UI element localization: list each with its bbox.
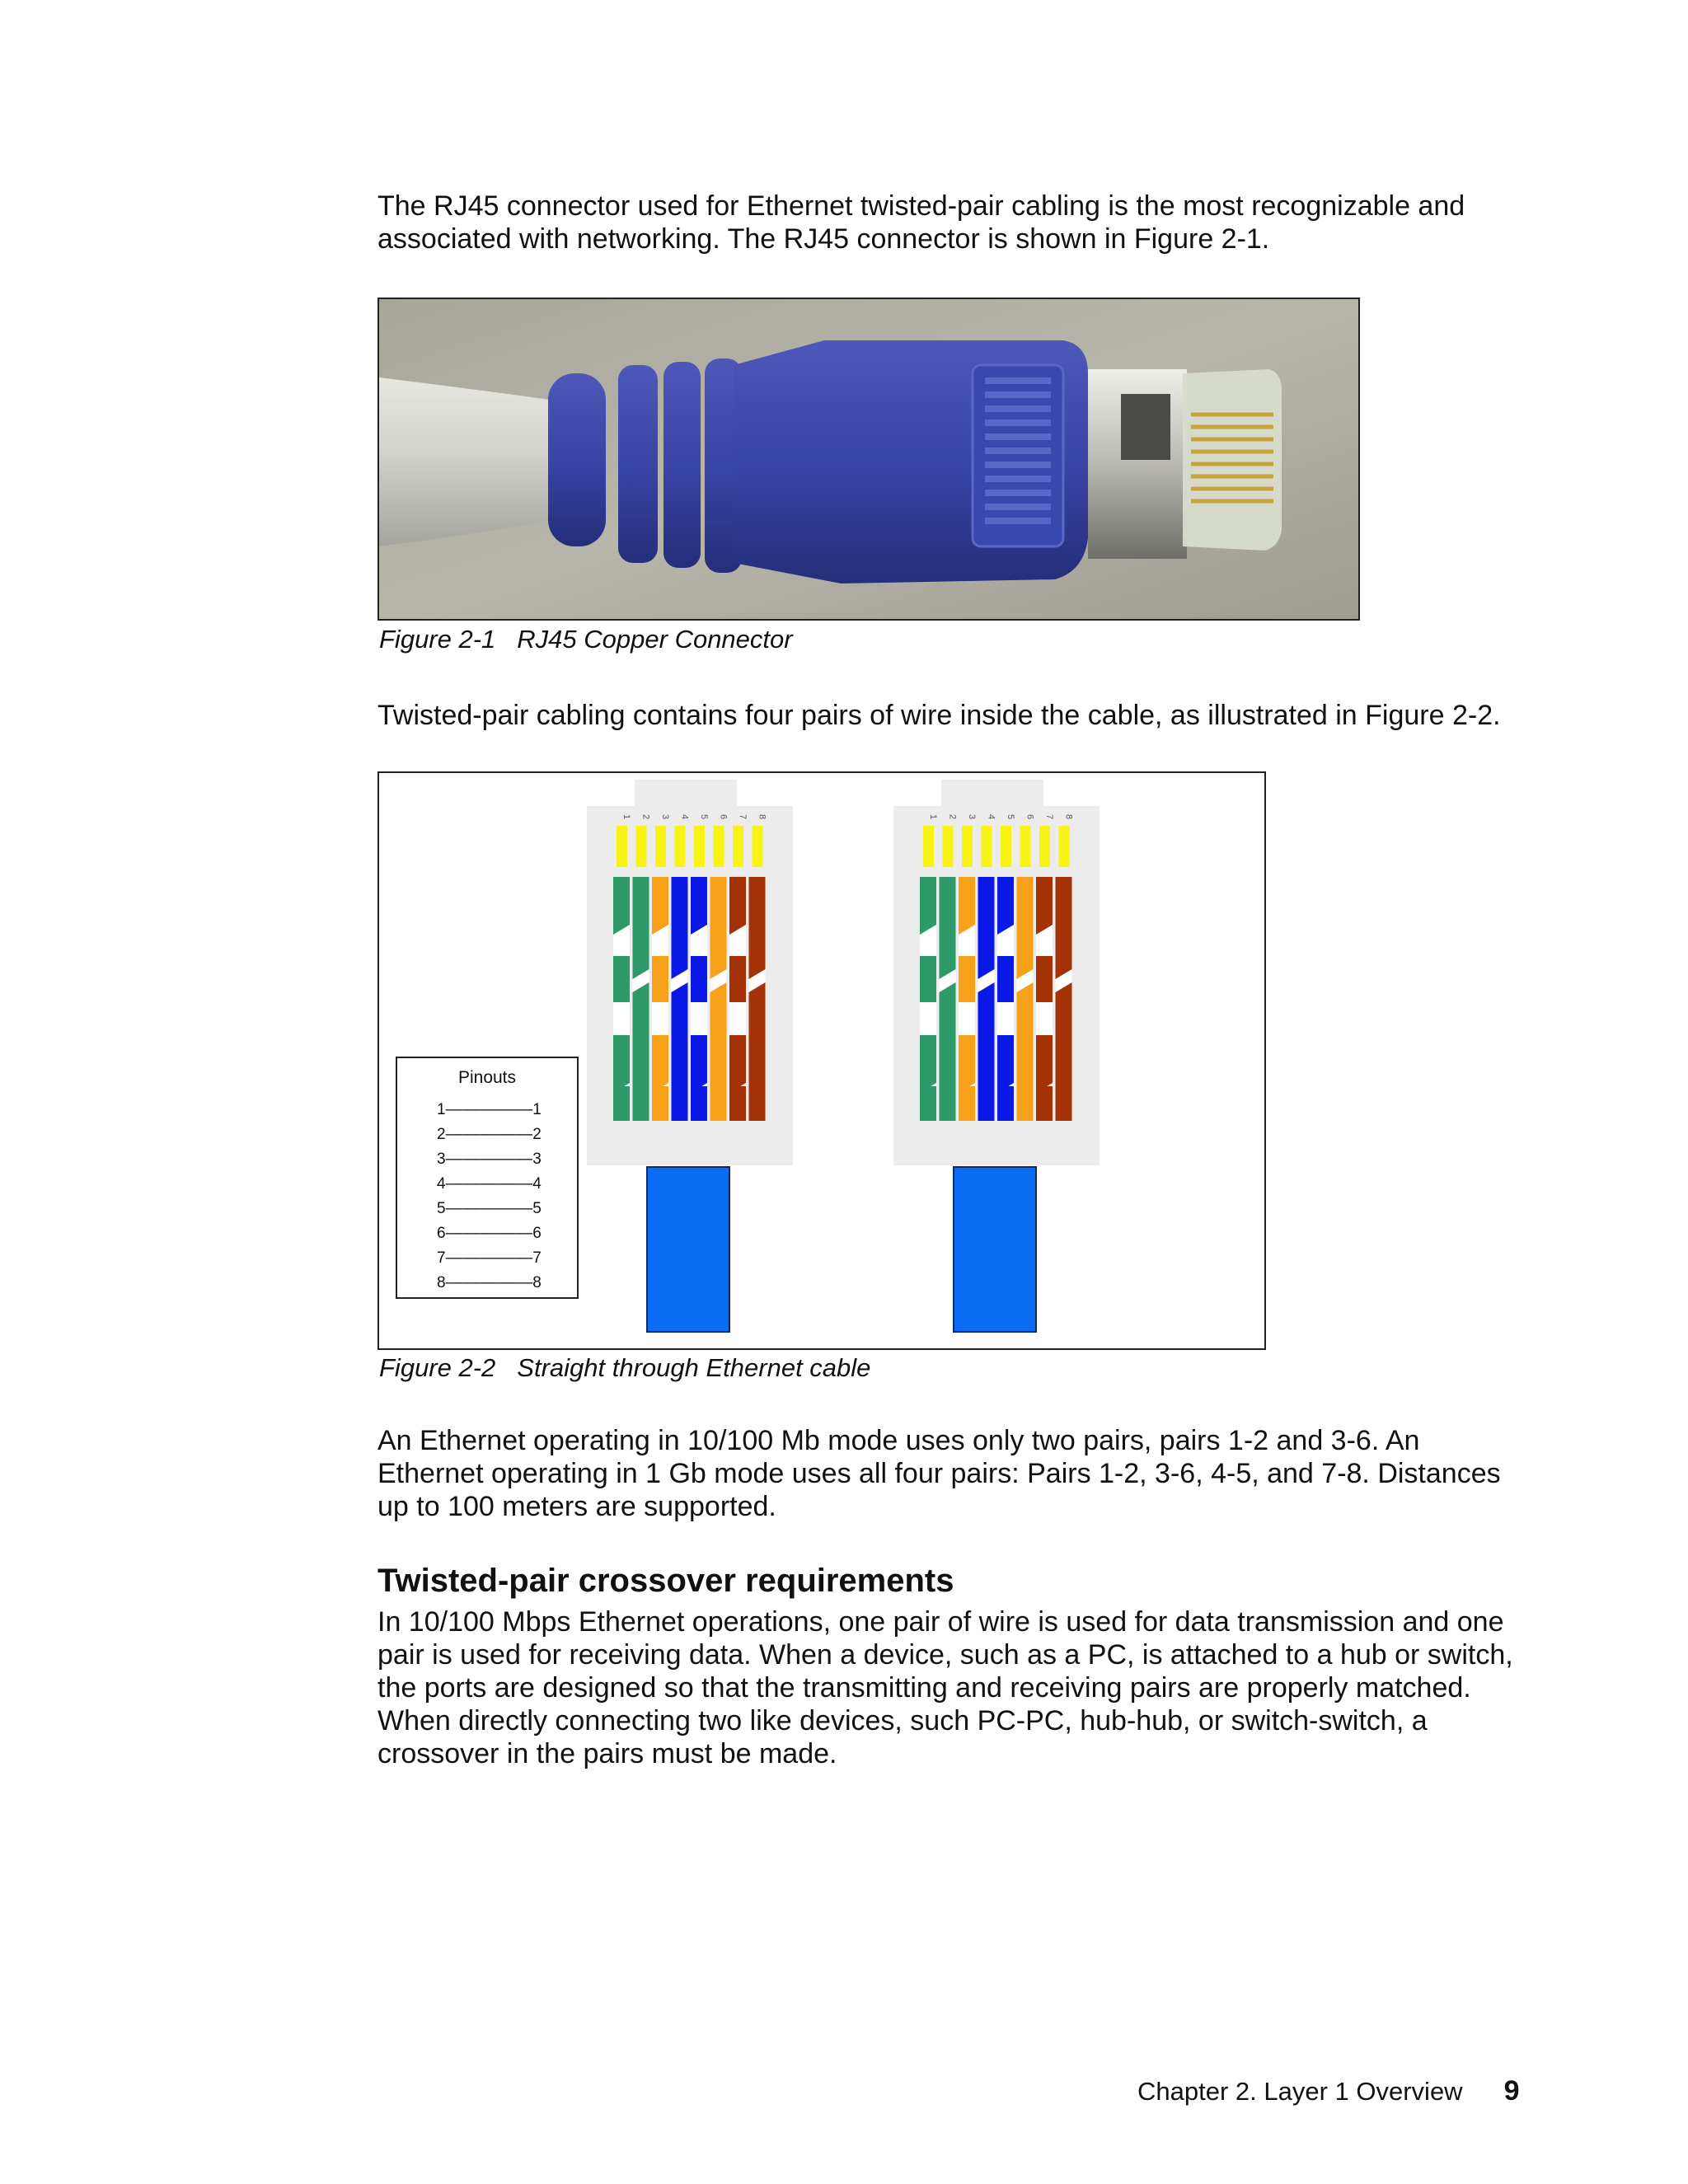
page-number: 9 — [1503, 2075, 1520, 2107]
pin-number: 4 — [679, 814, 690, 820]
wire-color-stripe — [920, 956, 936, 1002]
pinouts-title: Pinouts — [457, 1068, 517, 1087]
wire-solid — [978, 877, 995, 1121]
pinout-row: 1––––––––––1 — [437, 1101, 542, 1118]
cable-jacket — [647, 1167, 729, 1332]
wire-color-stripe — [729, 956, 746, 1002]
pin-contact — [714, 826, 724, 867]
pin-contact — [675, 826, 686, 867]
pinout-row: 2––––––––––2 — [437, 1126, 542, 1143]
page-footer — [1137, 2075, 1520, 2107]
wire-solid — [749, 877, 766, 1121]
pin-contact — [943, 826, 954, 867]
wire-color-stripe — [1036, 956, 1053, 1002]
pin-contact — [923, 826, 934, 867]
pin-contact — [1001, 826, 1011, 867]
pin-contact — [1039, 826, 1050, 867]
wire-solid — [1017, 877, 1034, 1121]
pin-contact — [962, 826, 973, 867]
wire-color-stripe — [1036, 1086, 1053, 1121]
wire-color-stripe — [691, 1086, 707, 1121]
rj45-connector-photo — [377, 298, 1360, 621]
pin-number: 5 — [699, 814, 709, 820]
wire-solid — [633, 877, 649, 1121]
pinout-row: 6––––––––––6 — [437, 1225, 542, 1242]
section-heading: Twisted-pair crossover requirements — [377, 1563, 954, 1599]
wire-color-stripe — [652, 956, 668, 1002]
wire-color-stripe — [691, 956, 707, 1002]
wire-solid — [940, 877, 956, 1121]
pinout-row: 3––––––––––3 — [437, 1151, 542, 1168]
figure-2-2-caption: Figure 2-2 Straight through Ethernet cable — [379, 1353, 871, 1382]
straight-through-cable-diagram — [377, 771, 1266, 1350]
wire-color-stripe — [920, 1086, 936, 1121]
wire-color-stripe — [959, 956, 975, 1002]
pin-contact — [1059, 826, 1070, 867]
pin-contact — [1020, 826, 1031, 867]
pin-number: 8 — [757, 814, 767, 820]
pinout-row: 5––––––––––5 — [437, 1200, 542, 1217]
pin-number: 5 — [1006, 814, 1015, 820]
wire-color-stripe — [613, 1086, 630, 1121]
figure-2-1-caption: Figure 2-1 RJ45 Copper Connector — [379, 625, 793, 654]
pinout-row: 7––––––––––7 — [437, 1249, 542, 1267]
wire-color-stripe — [613, 956, 630, 1002]
pin-contact — [733, 826, 743, 867]
pin-number: 1 — [621, 814, 631, 820]
pinout-row: 4––––––––––4 — [437, 1175, 542, 1193]
wire-color-stripe — [729, 1086, 746, 1121]
pin-number: 8 — [1063, 814, 1074, 820]
pin-number: 6 — [718, 814, 729, 820]
wire-color-stripe — [997, 956, 1014, 1002]
crossover-paragraph: In 10/100 Mbps Ethernet operations, one pair of wire is used for data transmission and one pair is used for receiving data. When a device, such as a PC, is attached to a hub or switch, the ports are designed so that the transmitting and receiving pairs are properly matched. When directly connecting two like devices, such PC-PC, hub-hub, or switch-switch, a crossover in the pairs must be made. — [377, 1606, 1513, 1769]
pin-contact — [655, 826, 666, 867]
pin-number: 2 — [947, 814, 958, 820]
wire-solid — [1056, 877, 1072, 1121]
wire-color-stripe — [652, 1086, 668, 1121]
wire-color-stripe — [997, 1086, 1014, 1121]
pin-number: 2 — [640, 814, 651, 820]
pin-number: 1 — [928, 814, 938, 820]
pin-number: 7 — [1044, 814, 1054, 820]
pairs-paragraph: Twisted-pair cabling contains four pairs of wire inside the cable, as illustrated in Figure 2-2. — [377, 700, 1501, 731]
wire-solid — [672, 877, 688, 1121]
wire-color-stripe — [959, 1086, 975, 1121]
cable-jacket — [954, 1167, 1036, 1332]
pin-number: 7 — [738, 814, 748, 820]
pin-contact — [753, 826, 763, 867]
wire-solid — [710, 877, 727, 1121]
pinout-row: 8––––––––––8 — [437, 1274, 542, 1291]
intro-paragraph: The RJ45 connector used for Ethernet twisted-pair cabling is the most recognizable and associated with networking. The RJ45 connector is shown in Figure 2-1. — [377, 190, 1465, 255]
pin-contact — [982, 826, 992, 867]
pin-number: 4 — [986, 814, 996, 820]
pin-number: 3 — [967, 814, 977, 820]
pin-contact — [694, 826, 705, 867]
pin-number: 6 — [1025, 814, 1035, 820]
pin-contact — [636, 826, 647, 867]
chapter-title: Chapter 2. Layer 1 Overview — [1137, 2077, 1463, 2106]
pinouts-box — [396, 1057, 579, 1299]
pin-contact — [617, 826, 627, 867]
modes-paragraph: An Ethernet operating in 10/100 Mb mode uses only two pairs, pairs 1-2 and 3-6. An Ethernet operating in 1 Gb mode uses all four pairs: Pairs 1-2, 3-6, 4-5, and 7-8. Distances up to 100 meters are supported. — [377, 1425, 1501, 1522]
pin-number: 3 — [660, 814, 670, 820]
